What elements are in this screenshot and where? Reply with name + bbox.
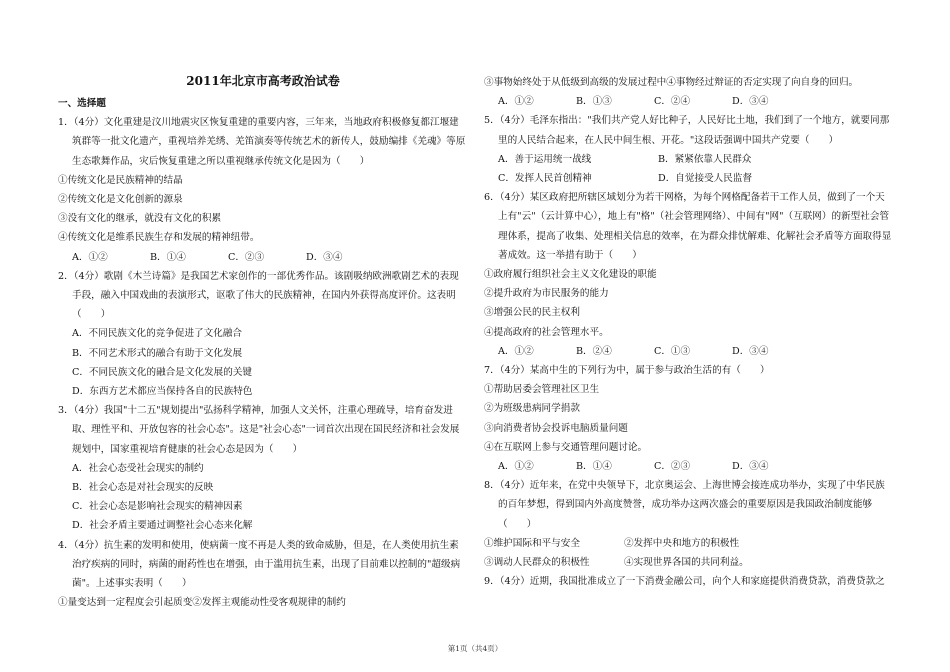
option-a: A．善于运用统一战线 <box>498 153 592 165</box>
question-3-option-b: B．社会心态是对社会现实的反映 <box>72 482 214 494</box>
option-d: D．自觉接受人民监督 <box>658 173 753 185</box>
question-8-item-2: ②发挥中央和地方的积极性 <box>624 537 740 549</box>
exam-title: 2011年北京市高考政治试卷 <box>186 74 340 88</box>
question-1-options <box>58 248 468 267</box>
option-d: D．③④ <box>732 96 769 108</box>
option-a: A．①② <box>498 461 534 473</box>
question-2-option-b: B．不同艺术形式的融合有助于文化发展 <box>72 347 243 359</box>
question-1-item-3: ③没有文化的继承，就没有文化的积累 <box>58 213 222 225</box>
question-7-options <box>484 457 894 476</box>
question-8-item-3: ③调动人民群众的积极性 <box>484 557 590 569</box>
question-2-option-a: A．不同民族文化的竞争促进了文化融合 <box>72 328 243 340</box>
option-b: B．①④ <box>576 461 612 473</box>
question-7-item-3: ③向消费者协会投诉电脑质量问题 <box>484 422 628 434</box>
question-7-stem: 7．（4分）某高中生的下列行为中，属于参与政治生活的有（ ） <box>484 365 770 377</box>
question-3-option-a: A．社会心态受社会现实的制约 <box>72 462 204 474</box>
option-d: D．③④ <box>306 251 343 263</box>
option-a: A．①② <box>498 96 534 108</box>
question-6-item-1: ①政府履行组织社会主义文化建设的职能 <box>484 269 657 281</box>
question-8-item-1: ①维护国际和平与安全 <box>484 537 580 549</box>
question-2-option-d: D．东西方艺术都应当保持各自的民族特色 <box>72 386 253 398</box>
question-4-item-line-2: ③事物始终处于从低级到高级的发展过程中④事物经过辩证的否定实现了向自身的回归。 <box>484 77 859 88</box>
section-heading: 一、选择题 <box>58 98 106 109</box>
option-c: C．②③ <box>654 461 691 473</box>
option-c: C．发挥人民首创精神 <box>498 173 592 185</box>
question-8-items-row-2 <box>484 553 894 572</box>
question-2-option-c: C．不同民族文化的融合是文化发展的关键 <box>72 366 253 378</box>
option-c: C．①③ <box>654 345 691 357</box>
page-footer: 第1页（共4页） <box>447 644 503 653</box>
question-6-item-3: ③增强公民的民主权利 <box>484 307 580 319</box>
question-9-stem: 9．（4分）近期，我国批准成立了一下消费金融公司，向个人和家庭提供消费贷款，消费贷款之 <box>484 576 885 588</box>
question-4-item-line: ①量变达到一定程度会引起质变②发挥主观能动性受客观规律的制约 <box>58 597 346 609</box>
option-b: B．①③ <box>576 96 612 108</box>
option-b: B．①④ <box>150 251 186 263</box>
question-7-item-4: ④在互联网上参与交通管理问题讨论。 <box>484 441 648 453</box>
option-b: B．紧紧依靠人民群众 <box>658 153 752 165</box>
question-4-stem: 4．（4分）抗生素的发明和使用，使病菌一度不再是人类的致命威胁，但是，在人类使用抗生素治疗疾病的同时，病菌的耐药性也在增强，由于滥用抗生素，出现了目前难以控制的"超级病菌"。上述事实表明（ ） <box>58 539 461 590</box>
option-b: B．②④ <box>576 345 612 357</box>
question-1-item-1: ①传统文化是民族精神的结晶 <box>58 174 183 186</box>
question-6-item-2: ②提升政府为市民服务的能力 <box>484 288 609 300</box>
option-a: A．①② <box>72 251 108 263</box>
right-column <box>484 73 894 591</box>
question-2-stem: 2．（4分）歌剧《木兰诗篇》是我国艺术家创作的一部优秀作品。该剧吸纳欧洲歌剧艺术的表现手段，融入中国戏曲的表演形式，讴歌了伟大的民族精神，在国内外获得高度评价。这表明（ ） <box>58 270 459 321</box>
question-4-options <box>484 92 894 111</box>
option-c: C．②④ <box>654 96 691 108</box>
option-a: A．①② <box>498 345 534 357</box>
question-7-item-2: ②为班级患病同学捐款 <box>484 403 580 415</box>
question-3-option-d: D．社会矛盾主要通过调整社会心态来化解 <box>72 520 253 532</box>
question-8-items-row-1 <box>484 534 894 553</box>
question-5-options-row-2 <box>484 169 894 188</box>
question-7-item-1: ①帮助居委会管理社区卫生 <box>484 384 600 396</box>
question-8-stem: 8．（4分）近年来，在党中央领导下，北京奥运会、上海世博会接连成功举办，实现了中华民族的百年梦想，得到国内外高度赞誉，成功举办这两次盛会的重要原因是我国政治制度能够（ ） <box>484 480 885 530</box>
question-1-item-2: ②传统文化是文化创新的源泉 <box>58 194 183 206</box>
left-column <box>58 70 468 612</box>
option-d: D．③④ <box>732 461 769 473</box>
question-3-option-c: C．社会心态是影响社会现实的精神因素 <box>72 501 243 513</box>
question-5-options-row-1 <box>484 150 894 169</box>
question-1-item-4: ④传统文化是维系民族生存和发展的精神纽带。 <box>58 232 260 244</box>
question-6-options <box>484 342 894 361</box>
question-6-stem: 6．（4分）某区政府把所辖区域划分为若干网格，为每个网格配备若干工作人员，做到了一个天上有"云"（云计算中心），地上有"格"（社会管理网络）、中间有"网"（互联网）的新型社会管理体系，提高了收集、处理相关信息的效率，在为群众排忧解难、化解社会矛盾等方面取得显著成效。这一举措有助于（ ） <box>484 192 892 261</box>
question-8-item-4: ④实现世界各国的共同利益。 <box>624 557 749 569</box>
question-3-stem: 3．（4分）我国"十二五"规划提出"弘扬科学精神，加强人文关怀，注重心理疏导，培育奋发进取、理性平和、开放包容的社会心态"。这是"社会心态"一词首次出现在国民经济和社会发展规划中，国家重视培育健康的社会心态是因为（ ） <box>58 405 460 455</box>
question-5-stem: 5．（4分）毛泽东指出："我们共产党人好比种子，人民好比土地，我们到了一个地方，就要同那里的人民结合起来，在人民中间生根、开花。"这段话强调中国共产党要（ ） <box>484 115 890 146</box>
question-1-stem: 1．（4分）文化重建是汶川地震灾区恢复重建的重要内容，三年来，当地政府积极修复都江堰建筑群等一批文化遗产，重视培养羌绣、羌笛演奏等传统艺术的新传人，鼓励编排《羌魂》等原生态歌舞作品，灾后恢复重建之所以重视继承传统文化是因为（ ） <box>58 117 466 167</box>
option-d: D．③④ <box>732 345 769 357</box>
option-c: C．②③ <box>228 251 265 263</box>
question-6-item-4: ④提高政府的社会管理水平。 <box>484 326 609 338</box>
